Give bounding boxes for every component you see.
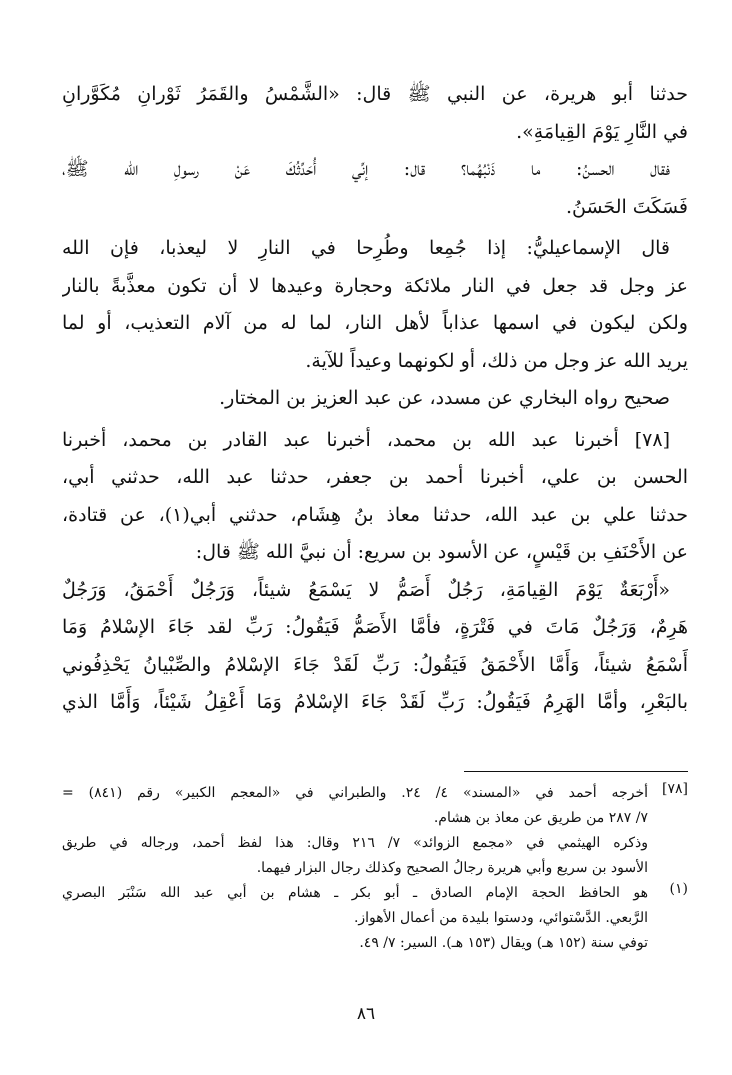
text-line: عن الأَحْنَفِ بن قَيْسٍ، عن الأسود بن سريع: أن نبيَّ الله ﷺ قال: [195, 541, 688, 563]
text-line: يريد الله عز وجل من ذلك، أو لكونهما وعيداً للآية. [305, 349, 688, 372]
footnote-1 [62, 881, 688, 956]
text-line: فقال الحسنُ: ما ذَنْبُهُما؟ قال: إنِّي أُحَدِّثُكَ عَنْ رسولِ الله ﷺ، [62, 158, 670, 180]
text-line: حدثنا علي بن عبد الله، حدثنا معاذ بنُ هِشَام، حدثني أبي(١)، عن قتادة، [62, 503, 688, 526]
text-line: أَسْمَعُ شيئاً، وَأَمَّا الأَحْمَقُ فَيَقُولُ: رَبِّ لَقَدْ جَاءَ الإسْلامُ والصِّبْيانُ يَحْذِفُوني [62, 653, 688, 676]
text-line: فَسَكَتَ الحَسَنُ. [565, 195, 688, 218]
text-line: عز وجل قد جعل في النار ملائكة وحجارة وعيدها لا أن تكون معذَّبةً بالنار [62, 274, 688, 297]
footnote-line: وذكره الهيثمي في «مجمع الزوائد» ٧/ ٢١٦ وقال: هذا لفظ أحمد، ورجاله في طريق [62, 835, 648, 851]
footnote-line: هو الحافظ الحجة الإمام الصادق ـ أبو بكر ـ هشام بن أبي عبد الله سَنْبَر البصري [62, 885, 648, 901]
footnote-line: توفي سنة (١٥٢ هـ) ويقال (١٥٣ هـ). السير: ٧/ ٤٩. [359, 935, 648, 951]
text-line: حدثنا أبو هريرة، عن النبي ﷺ قال: «الشَّمْسُ والقَمَرُ ثَوْرانِ مُكَوَّرانِ [62, 83, 688, 105]
footnotes [62, 781, 688, 956]
main-text [62, 76, 688, 722]
page-number: ٨٦ [356, 1004, 376, 1024]
text-line: في النَّارِ يَوْمَ القِيامَةِ». [516, 120, 688, 143]
text-line: هَرِمٌ، وَرَجُلٌ مَاتَ في فَتْرَةٍ، فأمَّا الأَصَمُّ فَيَقُولُ: رَبِّ لقد جَاءَ الإسْلامُ وَمَا [62, 616, 688, 638]
footnote-line: الرَّبعي. الدَّسْتوائي، ودستوا بليدة من أعمال الأهواز. [353, 910, 648, 926]
footnote-line: الأسود بن سريع وأبي هريرة رجالُ الصحيح وكذلك رجال البزار فيهما. [256, 860, 648, 876]
text-line: الحسن بن علي، أخبرنا أحمد بن جعفر، حدثنا عبد الله، حدثني أبي، [62, 466, 688, 488]
text-line: «أَرْبَعَةٌ يَوْمَ القِيامَةِ، رَجُلٌ أَصَمُّ لا يَسْمَعُ شيئاً، وَرَجُلٌ أَحْمَقُ، وَرَجُلٌ [62, 578, 670, 601]
footnote-78 [62, 781, 688, 881]
footnote-divider [464, 771, 688, 772]
text-line: صحيح رواه البخاري عن مسدد، عن عبد العزيز بن المختار. [219, 387, 670, 409]
text-line: قال الإسماعيليُّ: إذا جُمِعا وطُرِحا في النارِ لا ليعذبا، فإن الله [62, 237, 670, 259]
text-line: بالبَعْرِ، وأمَّا الهَرِمُ فَيَقُولُ: رَبِّ لَقَدْ جَاءَ الإسْلامُ وَمَا أَعْقِلُ شَيْئاً، وَأَمَّا الذي [62, 691, 688, 713]
text-line: ولكن ليكون في اسمها عذاباً لأهل النار، لما له من آلام التعذيب، أو لما [62, 312, 688, 334]
footnote-line: أخرجه أحمد في «المسند» ٤/ ٢٤. والطبراني في «المعجم الكبير» رقم (٨٤١) = [62, 785, 648, 801]
footnote-line: ٧/ ٢٨٧ من طريق عن معاذ بن هشام. [433, 810, 648, 826]
footnote-label: [٧٨] [662, 781, 688, 797]
footnote-label: (١) [669, 881, 688, 897]
hadith-heading-line: [٧٨] أخبرنا عبد الله بن محمد، أخبرنا عبد القادر بن محمد، أخبرنا [62, 428, 670, 451]
